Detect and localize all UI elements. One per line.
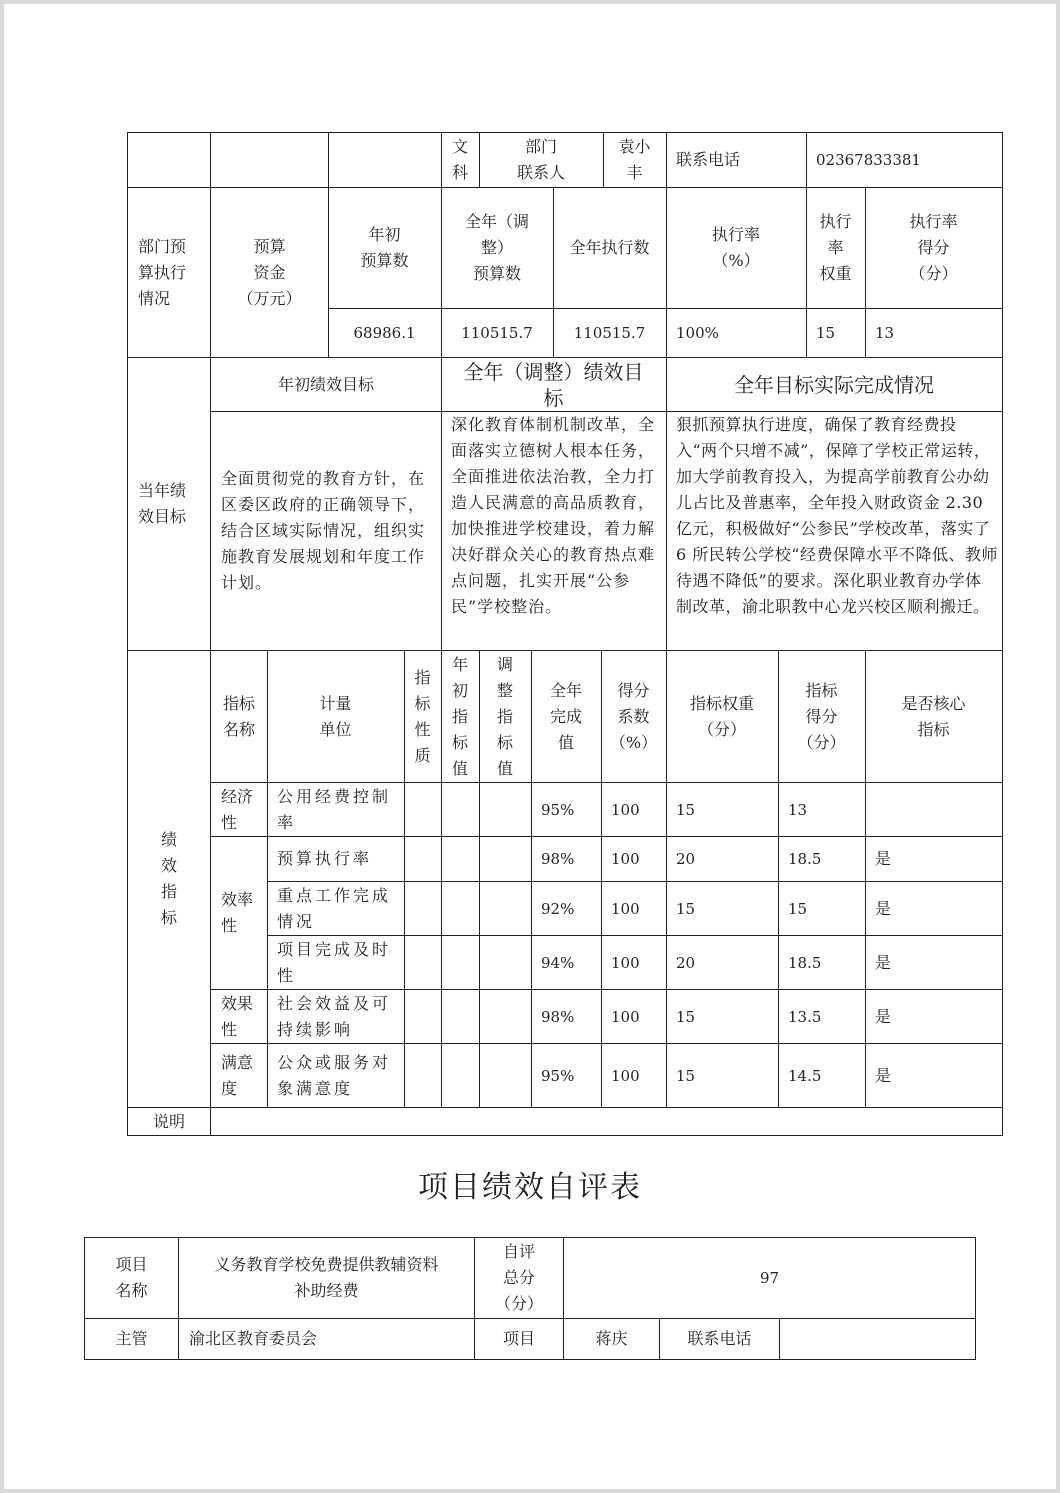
- adjusted-goal-header: 全年（调整）绩效目 标: [463, 359, 644, 410]
- row-weight: 15: [676, 1007, 696, 1026]
- col-rate-score: 执行率 得分 （分）: [909, 212, 958, 283]
- hdr-adjusted-value: 调 整 指 标 值: [496, 654, 513, 778]
- row-score: 18.5: [788, 850, 822, 868]
- value-rate-weight: 15: [816, 324, 836, 342]
- value-rate-score: 13: [875, 324, 895, 342]
- value-initial-budget: 68986.1: [353, 324, 416, 342]
- group-economy: 经济 性: [221, 786, 254, 832]
- row-coef: 100: [611, 1066, 640, 1085]
- hdr-nature: 指 标 性 质: [414, 667, 431, 765]
- row-unit: 重点工作完成 情况: [277, 885, 392, 931]
- col-adjusted-budget: 全年（调 整） 预算数: [464, 212, 529, 283]
- hdr-initial-value: 年 初 指 标 值: [451, 654, 468, 778]
- actual-completion-content: 狠抓预算执行进度，确保了教育经费投入“两个只增不减”，保障了学校正常运转，加大学前教育投入，为提高学前教育公办幼儿占比及普惠率，全年投入财政资金 2.30 亿元，积极做好“公参民”学校改革，落实了 6 所民转公学校“经费保障水平不降低、教师待遇不降低”的要求。深化职业教育办学体制改革，渝北职教中心龙兴校区顺利搬迁。: [676, 415, 998, 616]
- row-score: 18.5: [788, 953, 822, 972]
- initial-goal-text: [211, 412, 441, 650]
- initial-goal-header: 年初绩效目标: [277, 374, 374, 394]
- self-eval-total-value: 97: [759, 1269, 780, 1287]
- wenke-cell: 文 科: [451, 137, 468, 182]
- project-contact-name: 蒋庆: [595, 1329, 628, 1348]
- hdr-weight: 指标权重 （分）: [689, 693, 754, 739]
- row-score: 14.5: [788, 1066, 822, 1085]
- row-core: 是: [875, 849, 892, 868]
- document-page: [4, 4, 1056, 1489]
- row-coef: 100: [611, 800, 640, 819]
- row-score: 13: [788, 800, 808, 819]
- hdr-completed-value: 全年 完成 值: [549, 680, 582, 752]
- col-rate-weight: 执行 率 权重: [819, 212, 852, 283]
- row-completed: 92%: [541, 899, 575, 918]
- col-executed-amount: 全年执行数: [569, 238, 650, 257]
- project-contact-label: 项目: [502, 1329, 535, 1348]
- dept-contact-name: 袁小 丰: [618, 137, 651, 182]
- contact-phone-value: 02367833381: [816, 151, 921, 169]
- row-completed: 95%: [541, 1066, 575, 1085]
- row-completed: 94%: [541, 953, 575, 972]
- budget-section-label: 部门预 算执行 情况: [138, 236, 187, 308]
- hdr-indicator-name: 指标 名称: [222, 693, 255, 739]
- row-core: 是: [875, 1006, 892, 1026]
- hdr-score-coef: 得分 系数 （%）: [609, 680, 658, 752]
- hdr-indicator-score: 指标 得分 （分）: [797, 680, 846, 752]
- budget-fund-label: 预算 资金 （万元）: [237, 236, 302, 308]
- dept-label: 主管: [115, 1329, 148, 1348]
- row-score: 15: [788, 899, 808, 918]
- row-core: 是: [875, 898, 892, 918]
- col-initial-budget: 年初 预算数: [360, 225, 409, 270]
- row-score: 13.5: [788, 1007, 822, 1026]
- row-weight: 15: [676, 899, 696, 918]
- project-phone-label: 联系电话: [687, 1329, 752, 1348]
- col-execution-rate: 执行率 （%）: [711, 225, 760, 270]
- row-core: [865, 783, 1002, 836]
- note-label: 说明: [152, 1111, 185, 1131]
- project-name-value: 义务教育学校免费提供教辅资料 补助经费: [214, 1255, 439, 1300]
- project-name-label: 项目 名称: [115, 1255, 148, 1300]
- contact-phone-label: 联系电话: [676, 150, 741, 169]
- actual-completion-header: 全年目标实际完成情况: [734, 372, 934, 397]
- page-title: 项目绩效自评表: [418, 1170, 642, 1205]
- row-unit: 社会效益及可 持续影响: [277, 993, 392, 1039]
- row-unit: 公用经费控制 率: [277, 786, 392, 832]
- row-coef: 100: [611, 1007, 640, 1026]
- row-weight: 20: [676, 953, 696, 972]
- row-weight: 20: [676, 850, 696, 868]
- row-unit: 预算执行率: [277, 849, 373, 868]
- self-eval-total-label: 自评 总分 （分）: [494, 1242, 543, 1313]
- group-effect: 效果 性: [221, 993, 254, 1039]
- group-efficiency: 效率 性: [221, 890, 254, 935]
- row-core: 是: [875, 952, 892, 972]
- value-adjusted-budget: 110515.7: [461, 324, 533, 342]
- initial-goal-content: 全面贯彻党的教育方针，在区委区政府的正确领导下，结合区域实际情况，组织实施教育发展规划和年度工作计划。: [221, 469, 426, 592]
- value-executed-amount: 110515.7: [573, 324, 646, 342]
- row-completed: 95%: [541, 800, 575, 819]
- adjusted-goal-content: 深化教育体制机制改革，全面落实立德树人根本任务，全面推进依法治教，全力打造人民满意的高品质教育，加快推进学校建设，着力解决好群众关心的教育热点难点问题，扎实开展“公参民”学校整治。: [451, 415, 656, 616]
- indicators-section-label: 绩 效 指 标: [160, 830, 177, 927]
- dept-value: 渝北区教育委员会: [189, 1329, 318, 1348]
- row-weight: 15: [676, 1066, 696, 1085]
- row-completed: 98%: [541, 1007, 575, 1026]
- row-unit: 公众或服务对 象满意度: [277, 1052, 392, 1098]
- row-completed: 98%: [541, 850, 575, 868]
- row-coef: 100: [611, 850, 640, 868]
- hdr-core-indicator: 是否核心 指标: [901, 693, 966, 739]
- row-unit: 项目完成及时 性: [277, 939, 392, 985]
- project-phone-value: [780, 1319, 975, 1359]
- adjusted-goal-text: [441, 412, 666, 650]
- dept-contact-label: 部门 联系人: [516, 137, 565, 182]
- row-weight: 15: [676, 800, 696, 819]
- actual-completion-text: [666, 412, 1002, 650]
- row-coef: 100: [611, 899, 640, 918]
- hdr-unit: 计量 单位: [319, 693, 352, 739]
- group-satisfaction: 满意 度: [221, 1052, 254, 1098]
- row-core: 是: [875, 1065, 892, 1085]
- value-execution-rate: 100%: [676, 324, 719, 342]
- row-coef: 100: [611, 953, 640, 972]
- goals-section-label: 当年绩 效目标: [138, 481, 187, 526]
